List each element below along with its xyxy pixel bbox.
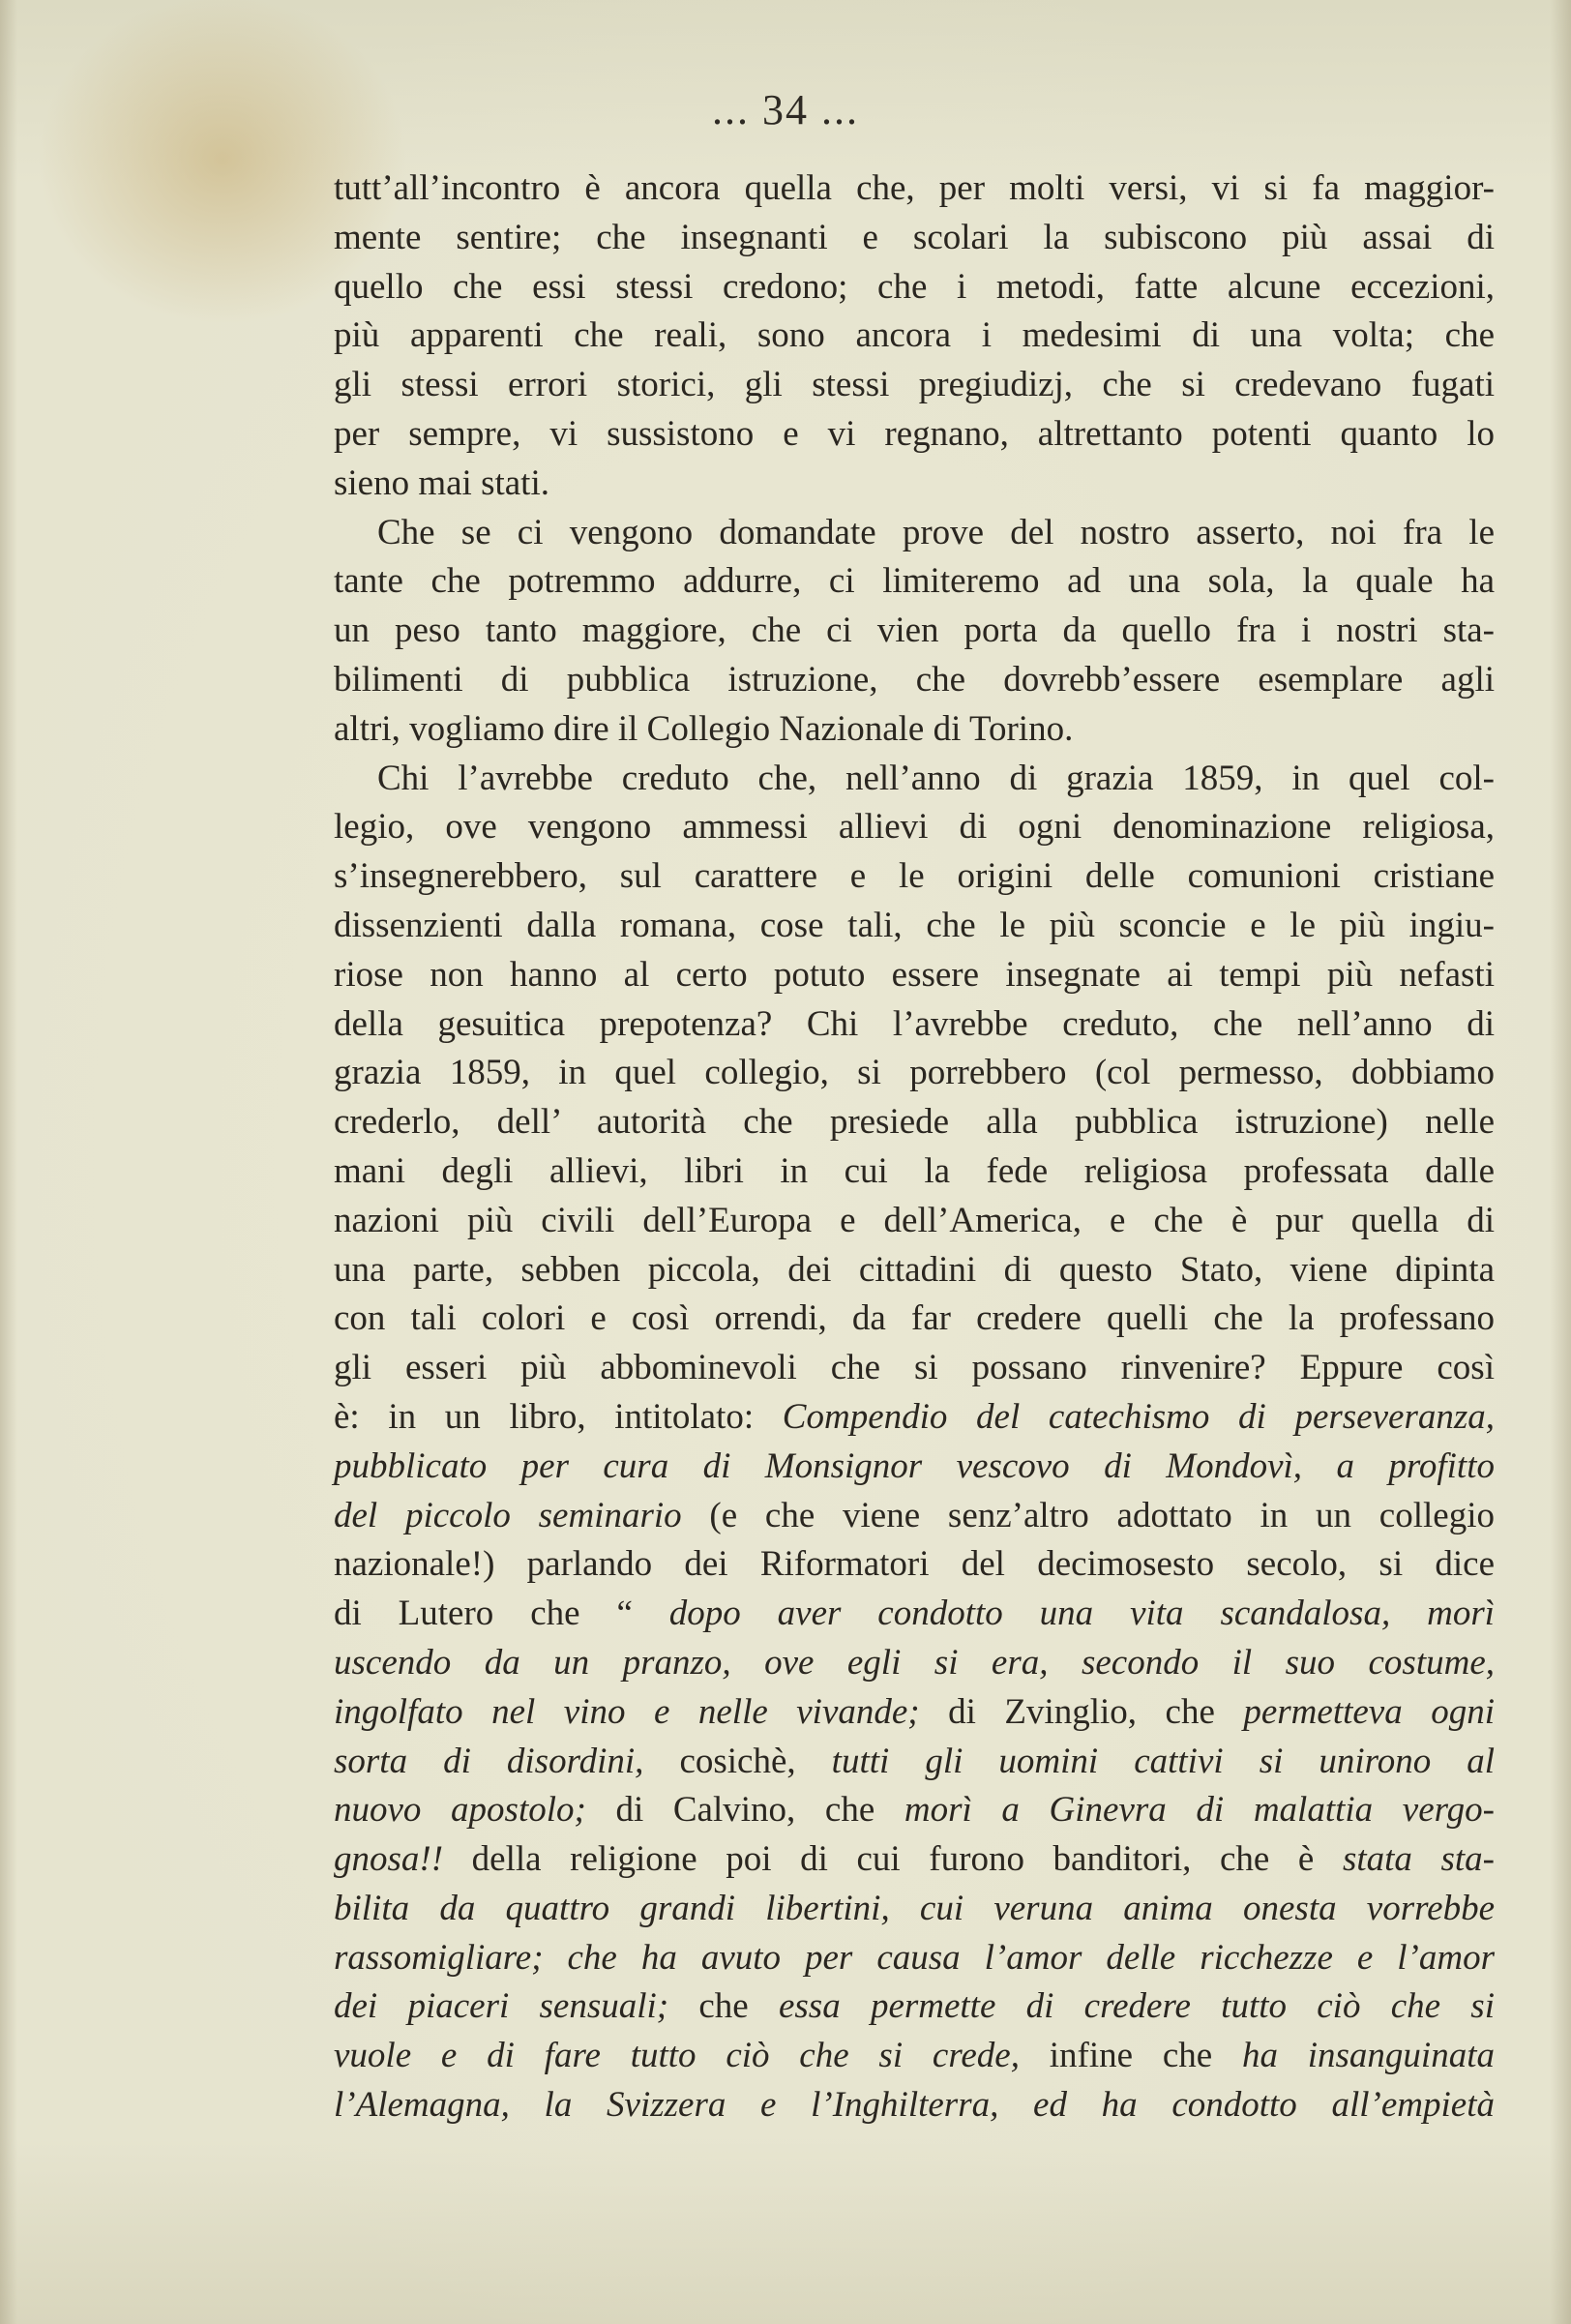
text-line	[334, 705, 1495, 755]
text-segment: di Calvino, che	[585, 1790, 904, 1831]
text-line	[334, 312, 1495, 361]
text-segment: gli stessi errori storici, gli stessi pregiudizj, che si credevano fugati	[334, 365, 1495, 405]
text-line	[334, 214, 1495, 263]
text-line	[334, 1688, 1495, 1738]
text-line	[334, 1885, 1495, 1934]
text-line	[334, 1786, 1495, 1835]
text-line	[334, 460, 1495, 509]
text-segment: è: in un libro, intitolato:	[334, 1396, 783, 1437]
text-line	[334, 1246, 1495, 1296]
italic-text-segment: gnosa!!	[334, 1839, 444, 1880]
text-segment: nazioni più civili dell’Europa e dell’America, e che è pur quella di	[334, 1200, 1495, 1240]
text-segment: Chi l’avrebbe creduto che, nell’anno di grazia 1859, in quel col-	[377, 758, 1495, 798]
text-segment: legio, ove vengono ammessi allievi di ogni denominazione religiosa,	[334, 807, 1495, 848]
text-line	[334, 2081, 1495, 2130]
text-line	[334, 410, 1495, 460]
text-segment: un peso tanto maggiore, che ci vien porta da quello fra i nostri sta-	[334, 611, 1495, 651]
italic-text-segment: rassomigliare; che ha avuto per causa l’amor delle ricchezze e l’amor	[334, 1937, 1495, 1978]
text-segment: infine che	[1019, 2036, 1242, 2076]
text-line	[334, 1344, 1495, 1393]
text-segment: tutt’all’incontro è ancora quella che, per molti versi, vi si fa maggior-	[334, 168, 1495, 208]
text-segment: Che se ci vengono domandate prove del nostro asserto, noi fra le	[377, 512, 1495, 552]
text-segment: sieno mai stati.	[334, 462, 549, 503]
text-line	[334, 607, 1495, 656]
text-segment: nazionale!) parlando dei Riformatori del decimosesto secolo, si dice	[334, 1544, 1495, 1585]
italic-text-segment: sorta di disordini,	[334, 1741, 644, 1781]
page-edge-shadow-left	[0, 0, 17, 2324]
page-number: ... 34 ...	[712, 86, 859, 134]
text-line	[334, 755, 1495, 804]
italic-text-segment: del piccolo seminario	[334, 1495, 682, 1535]
text-segment: di Zvinglio, che	[919, 1691, 1244, 1732]
italic-text-segment: ingolfato nel vino e nelle vivande;	[334, 1691, 920, 1732]
text-line	[334, 164, 1495, 214]
text-segment: cosichè,	[643, 1741, 832, 1781]
italic-text-segment: permetteva ogni	[1243, 1691, 1495, 1732]
text-line	[334, 951, 1495, 1000]
text-segment: s’insegnerebbero, sul carattere e le origini delle comunioni cristiane	[334, 856, 1495, 897]
text-segment: più apparenti che reali, sono ancora i medesimi di una volta; che	[334, 315, 1495, 356]
text-segment: tante che potremmo addurre, ci limiteremo ad una sola, la quale ha	[334, 561, 1495, 602]
text-line	[334, 509, 1495, 558]
text-segment: gli esseri più abbominevoli che si possano rinvenire? Eppure così	[334, 1348, 1495, 1388]
italic-text-segment: dei piaceri sensuali;	[334, 1986, 669, 2027]
text-line	[334, 263, 1495, 313]
text-segment: quello che essi stessi credono; che i metodi, fatte alcune eccezioni,	[334, 266, 1495, 307]
italic-text-segment: ha insanguinata	[1241, 2036, 1495, 2076]
text-line	[334, 656, 1495, 705]
text-segment: riose non hanno al certo potuto essere insegnate ai tempi più nefasti	[334, 954, 1495, 995]
text-segment: che	[668, 1986, 779, 2027]
text-line	[334, 1295, 1495, 1344]
text-line	[334, 803, 1495, 852]
text-line	[334, 902, 1495, 951]
text-line	[334, 1098, 1495, 1147]
text-line	[334, 1000, 1495, 1050]
italic-text-segment: tutti gli uomini cattivi si unirono al	[831, 1741, 1495, 1781]
text-segment: con tali colori e così orrendi, da far credere quelli che la professano	[334, 1298, 1495, 1339]
text-segment: crederlo, dell’ autorità che presiede alla pubblica istruzione) nelle	[334, 1102, 1495, 1143]
italic-text-segment: bilita da quattro grandi libertini, cui veruna anima onesta vorrebbe	[334, 1888, 1495, 1928]
text-segment: della gesuitica prepotenza? Chi l’avrebbe creduto, che nell’anno di	[334, 1003, 1495, 1044]
text-line	[334, 1835, 1495, 1885]
text-line	[334, 557, 1495, 607]
text-segment: di Lutero che “	[334, 1594, 669, 1634]
text-segment: per sempre, vi sussistono e vi regnano, altrettanto potenti quanto lo	[334, 413, 1495, 454]
text-line	[334, 1197, 1495, 1246]
text-line	[334, 1049, 1495, 1098]
text-line	[334, 361, 1495, 410]
text-line	[334, 1934, 1495, 1983]
text-line	[334, 1982, 1495, 2032]
text-line	[334, 1738, 1495, 1787]
italic-text-segment: pubblicato per cura di Monsignor vescovo di Mondovì, a profitto	[334, 1445, 1495, 1486]
text-segment: mente sentire; che insegnanti e scolari la subiscono più assai di	[334, 217, 1495, 257]
text-segment: della religione poi di cui furono banditori, che è	[443, 1839, 1343, 1880]
text-segment: dissenzienti dalla romana, cose tali, che le più sconcie e le più ingiu-	[334, 905, 1495, 945]
text-line	[334, 1639, 1495, 1688]
body-text	[334, 164, 1495, 2130]
text-line	[334, 1590, 1495, 1639]
text-line	[334, 1147, 1495, 1197]
text-line	[334, 1443, 1495, 1492]
italic-text-segment: l’Alemagna, la Svizzera e l’Inghilterra, ed ha condotto all’empietà	[334, 2085, 1495, 2126]
italic-text-segment: uscendo da un pranzo, ove egli si era, secondo il suo costume,	[334, 1642, 1495, 1683]
text-line	[334, 852, 1495, 902]
page-edge-shadow-right	[1550, 0, 1571, 2324]
text-segment: grazia 1859, in quel collegio, si porrebbero (col permesso, dobbiamo	[334, 1053, 1495, 1093]
italic-text-segment: stata sta-	[1342, 1839, 1495, 1880]
text-segment: mani degli allievi, libri in cui la fede religiosa professata dalle	[334, 1150, 1495, 1191]
italic-text-segment: nuovo apostolo;	[334, 1790, 586, 1831]
text-line	[334, 1492, 1495, 1541]
text-segment: altri, vogliamo dire il Collegio Nazionale di Torino.	[334, 708, 1074, 749]
italic-text-segment: Compendio del catechismo di perseveranza,	[782, 1396, 1495, 1437]
text-segment: una parte, sebben piccola, dei cittadini di questo Stato, viene dipinta	[334, 1249, 1495, 1290]
text-line	[334, 1393, 1495, 1443]
italic-text-segment: essa permette di credere tutto ciò che si	[778, 1986, 1495, 2027]
text-line	[334, 2032, 1495, 2081]
italic-text-segment: dopo aver condotto una vita scandalosa, morì	[668, 1594, 1496, 1634]
text-segment: (e che viene senz’altro adottato in un collegio	[681, 1495, 1495, 1535]
italic-text-segment: vuole e di fare tutto ciò che si crede,	[334, 2036, 1020, 2076]
text-line	[334, 1540, 1495, 1590]
text-segment: bilimenti di pubblica istruzione, che dovrebb’essere esemplare agli	[334, 659, 1495, 700]
italic-text-segment: morì a Ginevra di malattia vergo-	[904, 1790, 1496, 1831]
